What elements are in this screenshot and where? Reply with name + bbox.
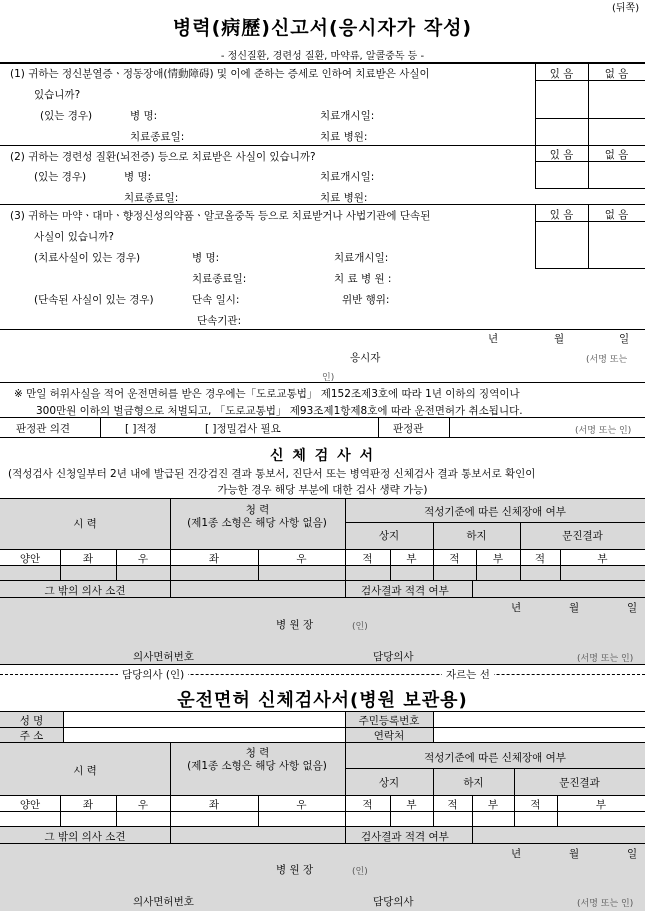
q1-yes-label: 있 음: [549, 68, 574, 80]
q3-yes-label: 있 음: [549, 209, 574, 221]
exam-lower-header: 하지: [466, 530, 487, 542]
exam-hearing-right: 우: [296, 553, 307, 565]
report-date-year: 년: [488, 333, 499, 345]
q2-line1: (2) 귀하는 경련성 질환(뇌전증) 등으로 치료받은 사실이 있습니까?: [10, 151, 316, 163]
exam-date-day: 일: [627, 602, 638, 614]
keep-lower-pass: 적: [447, 799, 458, 811]
q3-end-label: 치료종료일:: [192, 273, 247, 285]
keep-hospital-head: 병 원 장: [276, 864, 314, 876]
exam-interview-pass: 적: [534, 553, 546, 565]
cut-line-label: 자르는 선: [442, 667, 494, 682]
keep-interview-header: 문진결과: [559, 777, 600, 789]
keep-resident-no-field[interactable]: [435, 712, 643, 726]
keep-upper-header: 상지: [378, 777, 400, 789]
keep-title: 운전면허 신체검사서(병원 보관용): [177, 690, 468, 711]
q2-yes-checkbox[interactable]: [536, 162, 587, 187]
q1-if-yes: (있는 경우): [40, 110, 93, 122]
exam-lower-pass: 적: [449, 553, 460, 565]
q3-violation-label: 위반 행위:: [342, 294, 390, 306]
q2-no-checkbox[interactable]: [589, 162, 644, 187]
q1-start-label: 치료개시일:: [320, 110, 375, 122]
keep-hearing-note: (제1종 소형은 해당 사항 없음): [187, 760, 327, 772]
exam-date-month: 월: [569, 602, 580, 614]
keep-address-label: 주 소: [19, 730, 44, 742]
keep-vision-left: 좌: [82, 799, 94, 811]
q2-hospital-label: 치료 병원:: [320, 192, 368, 204]
exam-vision-right: 우: [137, 553, 149, 565]
q2-no-label: 없 음: [604, 149, 629, 161]
applicant-signature-field[interactable]: [400, 348, 580, 366]
applicant-sign-note: (서명 또는: [586, 355, 628, 365]
keep-upper-pass: 적: [362, 799, 373, 811]
exam-result-label: 검사결과 적격 여부: [361, 585, 449, 597]
keep-interview-fail: 부: [595, 799, 607, 811]
keep-exam-result-label: 검사결과 적격 여부: [361, 831, 449, 843]
q1-end-label: 치료종료일:: [130, 131, 185, 143]
keep-name-field[interactable]: [65, 712, 343, 726]
exam-hospital-head: 병 원 장: [276, 619, 314, 631]
keep-date-year: 년: [511, 848, 522, 860]
keep-hearing-right: 우: [296, 799, 307, 811]
exam-title: 신 체 검 사 서: [269, 448, 376, 464]
judge-label: 판정관: [393, 423, 424, 435]
q3-disease-label: 병 명:: [192, 252, 220, 264]
q1-disease-label: 병 명:: [130, 110, 158, 122]
q3-if-caught: (단속된 사실이 있는 경우): [34, 294, 154, 306]
keep-upper-fail: 부: [406, 799, 417, 811]
keep-aptitude-header: 적성기준에 따른 신체장애 여부: [424, 752, 566, 764]
keep-contact-field[interactable]: [435, 728, 643, 741]
keep-hearing-header: 청 력: [245, 747, 270, 759]
q2-disease-label: 병 명:: [124, 171, 152, 183]
q2-if-yes: (있는 경우): [34, 171, 87, 183]
detailed-exam-checkbox[interactable]: [ ]정밀검사 필요: [205, 423, 281, 435]
keep-vision-header: 시 력: [73, 765, 97, 777]
exam-aptitude-header: 적성기준에 따른 신체장애 여부: [424, 506, 566, 518]
exam-both-eyes: 양안: [19, 553, 41, 565]
exam-interview-fail: 부: [597, 553, 608, 565]
keep-interview-pass: 적: [530, 799, 541, 811]
judge-sign-note: (서명 또는 인): [575, 426, 632, 436]
keep-contact-label: 연락처: [373, 730, 405, 742]
exam-interview-header: 문진결과: [562, 530, 603, 542]
q1-no-checkbox[interactable]: [589, 81, 644, 117]
exam-vision-left: 좌: [82, 553, 94, 565]
q3-line2: 사실이 있습니까?: [34, 231, 114, 243]
keep-address-field[interactable]: [65, 728, 343, 741]
q3-line1: (3) 귀하는 마약ㆍ대마ㆍ향정신성의약품ㆍ알코올중독 등으로 치료받거나 사법기관에 단속된: [10, 210, 431, 222]
q2-start-label: 치료개시일:: [320, 171, 375, 183]
warning-line2: 300만원 이하의 벌금형으로 처벌되고, 「도로교통법」 제93조제1항제8호에 따라 운전면허가 취소됩니다.: [36, 405, 523, 417]
exam-hearing-header: 청 력: [245, 504, 270, 516]
warning-line1: ※ 만일 허위사실을 적어 운전면허를 받은 경우에는「도로교통법」 제152조제3호에 따라 1년 이하의 징역이나: [14, 388, 520, 400]
keep-both-eyes: 양안: [19, 799, 41, 811]
keep-date-day: 일: [627, 848, 638, 860]
report-date-day: 일: [619, 333, 630, 345]
q1-line2: 있습니까?: [34, 89, 81, 101]
q3-start-label: 치료개시일:: [334, 252, 389, 264]
fit-checkbox[interactable]: [ ]적정: [125, 423, 157, 435]
cut-doctor-seal: 담당의사 (인): [118, 667, 188, 682]
q3-no-checkbox[interactable]: [589, 222, 644, 267]
keep-doctor: 담당의사: [373, 896, 414, 908]
q3-agency-label: 단속기관:: [197, 315, 242, 327]
applicant-seal-note: 인): [322, 373, 335, 383]
q1-no-label: 없 음: [604, 68, 629, 80]
judge-opinion-label: 판정관 의견: [16, 423, 71, 435]
keep-license-no: 의사면허번호: [133, 896, 194, 908]
exam-note-line2: 가능한 경우 해당 부분에 대한 검사 생략 가능): [217, 484, 428, 496]
exam-date-year: 년: [511, 602, 522, 614]
q3-if-treated: (치료사실이 있는 경우): [34, 252, 141, 264]
keep-resident-no-label: 주민등록번호: [358, 715, 420, 727]
keep-doctor-sign-note: (서명 또는 인): [577, 899, 634, 909]
q3-no-label: 없 음: [604, 209, 629, 221]
exam-upper-fail: 부: [406, 553, 417, 565]
exam-upper-pass: 적: [362, 553, 373, 565]
keep-other-opinion: 그 밖의 의사 소견: [44, 831, 126, 843]
keep-hospital-seal: (인): [352, 867, 368, 877]
q1-yes-checkbox[interactable]: [536, 81, 587, 117]
exam-hospital-seal: (인): [352, 622, 368, 632]
applicant-label: 응시자: [350, 352, 381, 364]
exam-other-opinion-field[interactable]: [172, 581, 344, 596]
q3-hospital-label: 치 료 병 원 :: [334, 273, 392, 285]
q3-caught-date-label: 단속 일시:: [192, 294, 240, 306]
exam-lower-fail: 부: [492, 553, 504, 565]
keep-name-label: 성 명: [19, 715, 44, 727]
report-title: 병력(病歷)신고서(응시자가 작성): [172, 17, 473, 39]
keep-date-month: 월: [569, 848, 580, 860]
exam-note-line1: (적성검사 신청일부터 2년 내에 발급된 건강검진 결과 통보서, 진단서 또는 병역판정 신체검사 결과 통보서로 확인이: [8, 468, 536, 480]
exam-license-no: 의사면허번호: [133, 651, 194, 663]
q2-end-label: 치료종료일:: [124, 192, 179, 204]
q1-hospital-label: 치료 병원:: [320, 131, 368, 143]
q1-line1: (1) 귀하는 정신분열증ㆍ정동장애(情動障碍) 및 이에 준하는 증세로 인하여 치료받은 사실이: [10, 68, 430, 80]
keep-hearing-left: 좌: [208, 799, 220, 811]
keep-lower-header: 하지: [463, 777, 484, 789]
report-date-month: 월: [554, 333, 565, 345]
exam-vision-header: 시 력: [73, 518, 97, 530]
q3-yes-checkbox[interactable]: [536, 222, 587, 267]
exam-doctor-sign-note: (서명 또는 인): [577, 654, 634, 664]
exam-hearing-left: 좌: [208, 553, 220, 565]
exam-hearing-note: (제1종 소형은 해당 사항 없음): [187, 517, 327, 529]
keep-lower-fail: 부: [487, 799, 499, 811]
exam-other-opinion: 그 밖의 의사 소견: [44, 585, 126, 597]
exam-doctor: 담당의사: [373, 651, 414, 663]
keep-vision-right: 우: [137, 799, 149, 811]
exam-upper-header: 상지: [378, 530, 400, 542]
q2-yes-label: 있 음: [549, 149, 574, 161]
page-tag: (뒤쪽): [612, 3, 640, 14]
report-subtitle: - 정신질환, 경련성 질환, 마약류, 알콜중독 등 -: [220, 51, 425, 62]
